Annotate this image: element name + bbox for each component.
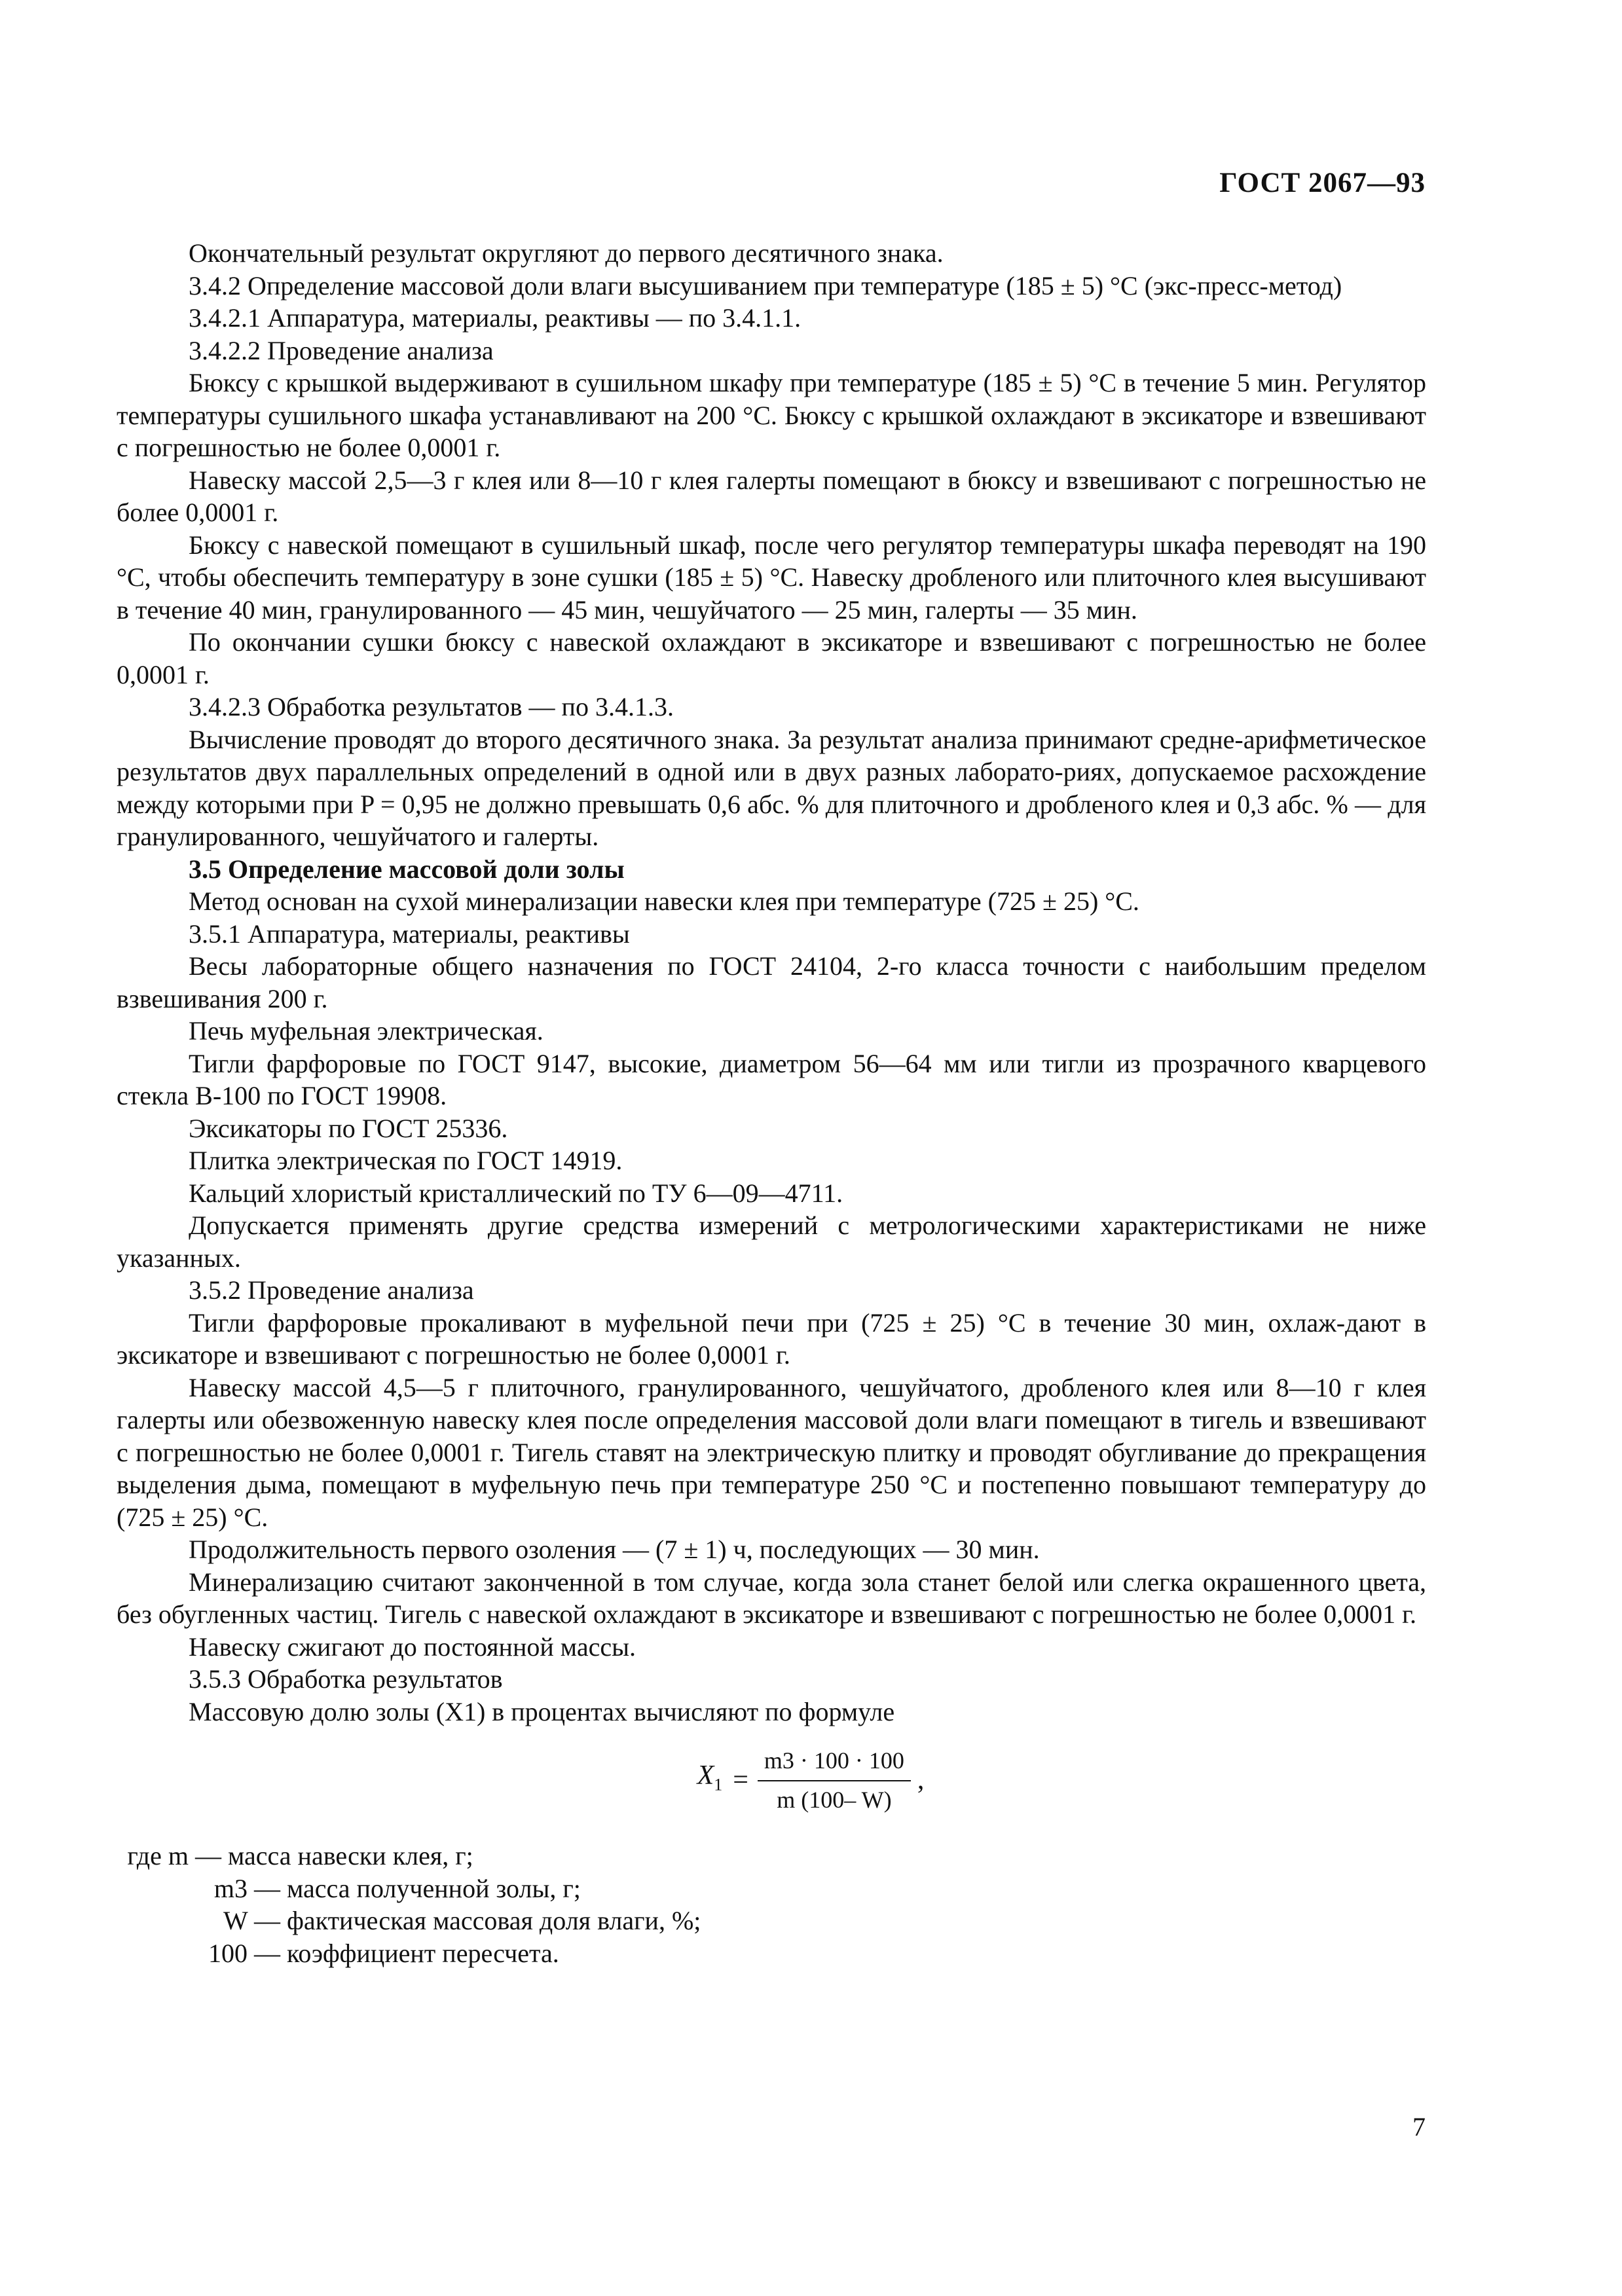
paragraph: Навеску массой 4,5—5 г плиточного, гранулированного, чешуйчатого, дробленого клея или 8—10 г клея галерты или обезвоженную навеску клея после определения массовой доли влаги помещают в тигель и взвешивают с погрешностью не более 0,0001 г. Тигель ставят на электрическую плитку и проводят обугливание до прекращения выделения дыма, помещают в муфельную печь при температуре 250 °С и постепенно повышают температуру до (725 ± 25) °С.	[117, 1372, 1426, 1532]
section-heading: 3.5 Определение массовой доли золы	[189, 854, 625, 884]
formula-equals: =	[733, 1764, 748, 1795]
definition-term: где m —	[127, 1841, 221, 1870]
paragraph: 3.5.1 Аппаратура, материалы, реактивы	[189, 919, 630, 949]
paragraph: 3.4.2.3 Обработка результатов — по 3.4.1.3.	[189, 692, 674, 721]
paragraph: Бюксу с навеской помещают в сушильный шкаф, после чего регулятор температуры шкафа переводят на 190 °С, чтобы обеспечить температуру в зоне сушки (185 ± 5) °С. Навеску дробленого или плиточного клея высушивают в течение 40 мин, гранулированного — 45 мин, чешуйчатого — 25 мин, галерты — 35 мин.	[117, 530, 1426, 625]
paragraph: 3.4.2 Определение массовой доли влаги высушиванием при температуре (185 ± 5) °С (экс-пресс-метод)	[189, 270, 1342, 301]
paragraph: Весы лабораторные общего назначения по ГОСТ 24104, 2-го класса точности с наибольшим пределом взвешивания 200 г.	[117, 951, 1426, 1013]
paragraph: Минерализацию считают законченной в том случае, когда зола станет белой или слегка окрашенного цвета, без обугленных частиц. Тигель с навеской охлаждают в эксикаторе и взвешивают с погрешностью не более 0,0001 г.	[117, 1567, 1426, 1629]
definition-text: масса навески клея, г;	[228, 1841, 473, 1870]
formula-fraction	[758, 1745, 911, 1816]
paragraph-list	[117, 237, 1426, 1728]
definition-text: масса полученной золы, г;	[287, 1873, 581, 1903]
paragraph: Эксикаторы по ГОСТ 25336.	[189, 1113, 508, 1143]
paragraph: Тигли фарфоровые прокаливают в муфельной печи при (725 ± 25) °С в течение 30 мин, охлаж-дают в эксикаторе и взвешивают с погрешностью не более 0,0001 г.	[117, 1307, 1426, 1370]
paragraph: Массовую долю золы (X1) в процентах вычисляют по формуле	[189, 1696, 895, 1726]
definition-item	[117, 1937, 1426, 1970]
paragraph: Тигли фарфоровые по ГОСТ 9147, высокие, диаметром 56—64 мм или тигли из прозрачного кварцевого стекла В-100 по ГОСТ 19908.	[117, 1048, 1426, 1110]
paragraph: 3.5.3 Обработка результатов	[189, 1664, 503, 1694]
formula-lhs	[697, 1760, 723, 1801]
definition-text: фактическая массовая доля влаги, %;	[287, 1906, 701, 1935]
formula-lhs-symbol: X	[697, 1760, 714, 1791]
paragraph: Навеску сжигают до постоянной массы.	[189, 1631, 636, 1662]
paragraph: 3.5.2 Проведение анализа	[189, 1275, 474, 1305]
page-number: 7	[1412, 2112, 1426, 2141]
document-body	[117, 237, 1426, 1969]
definition-item	[117, 1872, 1426, 1905]
definition-list	[117, 1840, 1426, 1969]
definition-term: 100 —	[208, 1938, 280, 1968]
paragraph: Метод основан на сухой минерализации навески клея при температуре (725 ± 25) °С.	[189, 886, 1139, 916]
definition-term: W —	[223, 1906, 280, 1935]
formula-ash	[195, 1745, 1426, 1816]
paragraph: Бюксу с крышкой выдерживают в сушильном шкафу при температуре (185 ± 5) °С в течение 5 мин. Регулятор температуры сушильного шкафа устанавливают на 200 °С. Бюксу с крышкой охлаждают в эксикаторе и взвешивают с погрешностью не более 0,0001 г.	[117, 368, 1426, 462]
paragraph: Продолжительность первого озоления — (7 ± 1) ч, последующих — 30 мин.	[189, 1535, 1040, 1564]
definition-item	[117, 1840, 1426, 1872]
document-header: ГОСТ 2067—93	[1219, 168, 1426, 198]
formula-comma: ,	[917, 1764, 925, 1795]
formula-denominator: m (100– W)	[777, 1786, 892, 1813]
paragraph: Окончательный результат округляют до первого десятичного знака.	[189, 238, 944, 268]
paragraph: Плитка электрическая по ГОСТ 14919.	[189, 1146, 623, 1175]
paragraph: Навеску массой 2,5—3 г клея или 8—10 г клея галерты помещают в бюксу и взвешивают с погрешностью не более 0,0001 г.	[117, 465, 1426, 527]
paragraph: Печь муфельная электрическая.	[189, 1016, 544, 1046]
paragraph: Кальций хлористый кристаллический по ТУ 6—09—4711.	[189, 1178, 843, 1208]
paragraph: Допускается применять другие средства измерений с метрологическими характеристиками не ниже указанных.	[117, 1211, 1426, 1273]
paragraph: 3.4.2.1 Аппаратура, материалы, реактивы — по 3.4.1.1.	[189, 303, 802, 333]
formula-lhs-subscript: 1	[714, 1775, 723, 1795]
paragraph: По окончании сушки бюксу с навеской охлаждают в эксикаторе и взвешивают с погрешностью не более 0,0001 г.	[117, 627, 1426, 689]
definition-term: m3 —	[213, 1873, 280, 1903]
formula-numerator: m3 · 100 · 100	[758, 1745, 911, 1781]
paragraph: 3.4.2.2 Проведение анализа	[189, 335, 494, 365]
definition-text: коэффициент пересчета.	[287, 1938, 559, 1968]
definition-item	[117, 1904, 1426, 1937]
paragraph: Вычисление проводят до второго десятичного знака. За результат анализа принимают средне-арифметическое результатов двух параллельных определений в одной или в двух разных лаборато-риях, допускаемое расхождение между которыми при P = 0,95 не должно превышать 0,6 абс. % для плиточного и дробленого клея и 0,3 абс. % — для гранулированного, чешуйчатого и галерты.	[117, 724, 1426, 851]
